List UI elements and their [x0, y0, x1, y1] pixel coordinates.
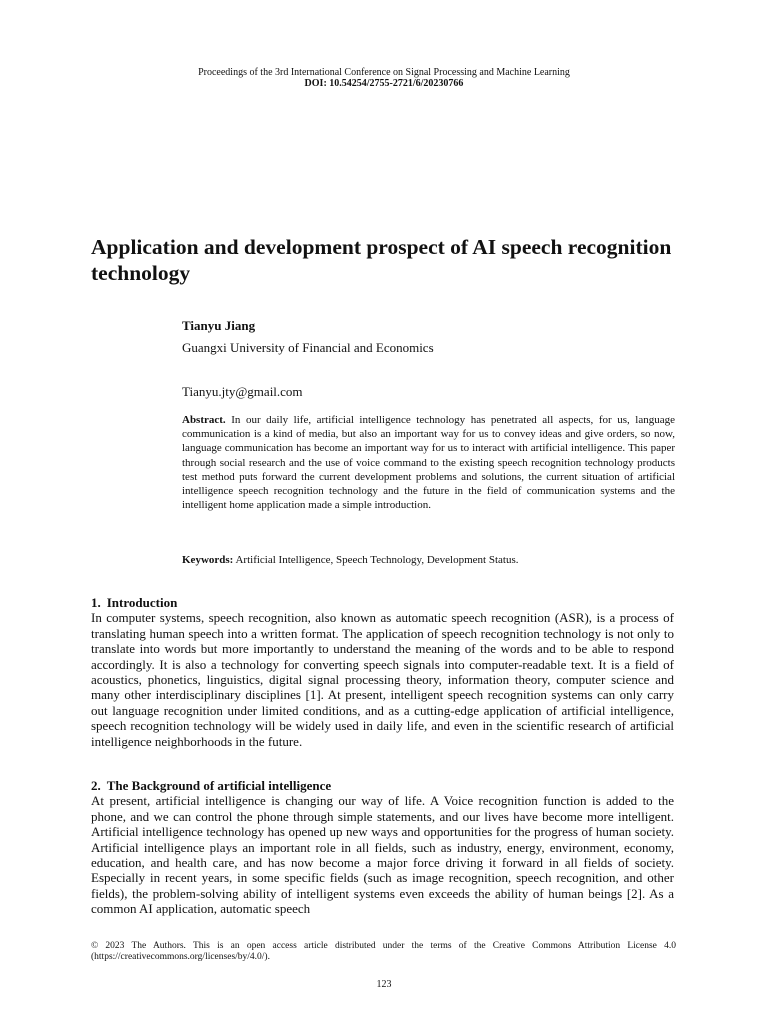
doi-line: DOI: 10.54254/2755-2721/6/20230766 — [304, 78, 464, 89]
section-number: 2. — [91, 778, 101, 793]
license-footnote: © 2023 The Authors. This is an open access article distributed under the terms of the Creative Commons Attribution License 4.0 (https://creativecommons.org/licenses/by/4.0/). — [91, 941, 676, 962]
abstract-label: Abstract. — [182, 414, 226, 426]
section-title: Introduction — [106, 595, 178, 610]
page-number: 123 — [376, 979, 392, 990]
abstract-text: In our daily life, artificial intelligence technology has penetrated all aspects, for us, language communication is a kind of media, but also an important way for us to convey ideas and give orders, so now, language communication has become an important way for us to interact with artificial intelligence. This paper through social research and the use of voice command to the existing speech recognition technology products test method puts forward the current development problems and solutions, the current situation of artificial intelligence speech recognition technology and the future in the field of communication systems and the intelligent home application made a simple introduction. — [182, 414, 675, 512]
author-affiliation: Guangxi University of Financial and Economics — [182, 340, 434, 355]
section-number: 1. — [91, 595, 101, 610]
section-body: In computer systems, speech recognition, also known as automatic speech recognition (ASR), is a process of translating human speech into a written format. The application of speech recognition technology is not only to translate into words but more importantly to understand the meaning of the words and to be able to respond accordingly. It is also a technology for converting speech signals into computer-readable text. It is a field of acoustics, phonetics, linguistics, digital signal processing theory, information theory, computer science and many other interdisciplinary disciplines [1]. At present, intelligent speech recognition systems can only carry out language recognition under limited conditions, and as a cutting-edge application of artificial intelligence, speech recognition technology will be widely used in daily life, and even in the scientific research of artificial intelligence neighborhoods in the future. — [91, 610, 674, 749]
paper-title: Application and development prospect of AI speech recognition technology — [91, 235, 672, 285]
proceedings-line: Proceedings of the 3rd International Conference on Signal Processing and Machine Learning — [198, 67, 570, 78]
section-introduction — [91, 595, 674, 749]
running-header — [0, 67, 768, 89]
author-block — [182, 317, 682, 357]
section-heading — [91, 595, 674, 610]
section-background — [91, 778, 674, 917]
section-heading — [91, 778, 674, 793]
keywords-text: Artificial Intelligence, Speech Technology, Development Status. — [235, 554, 519, 566]
section-body: At present, artificial intelligence is changing our way of life. A Voice recognition function is added to the phone, and we can control the phone through simple statements, and our lives have become more intelligent. Artificial intelligence technology has opened up new ways and opportunities for the progress of human society. Artificial intelligence plays an important role in all fields, such as industry, energy, environment, economy, education, and health care, and has now become a major force driving it forward in all fields of society. Especially in recent years, in some specific fields (such as image recognition, speech recognition, and other fields), the problem-solving ability of intelligent systems even exceeds the ability of human beings [2]. As a common AI application, automatic speech — [91, 793, 674, 917]
section-title: The Background of artificial intelligence — [106, 778, 332, 793]
author-name: Tianyu Jiang — [182, 318, 256, 333]
abstract — [182, 413, 675, 512]
author-email: Tianyu.jty@gmail.com — [182, 384, 303, 399]
keywords-label: Keywords: — [182, 554, 234, 566]
keywords — [182, 553, 675, 567]
